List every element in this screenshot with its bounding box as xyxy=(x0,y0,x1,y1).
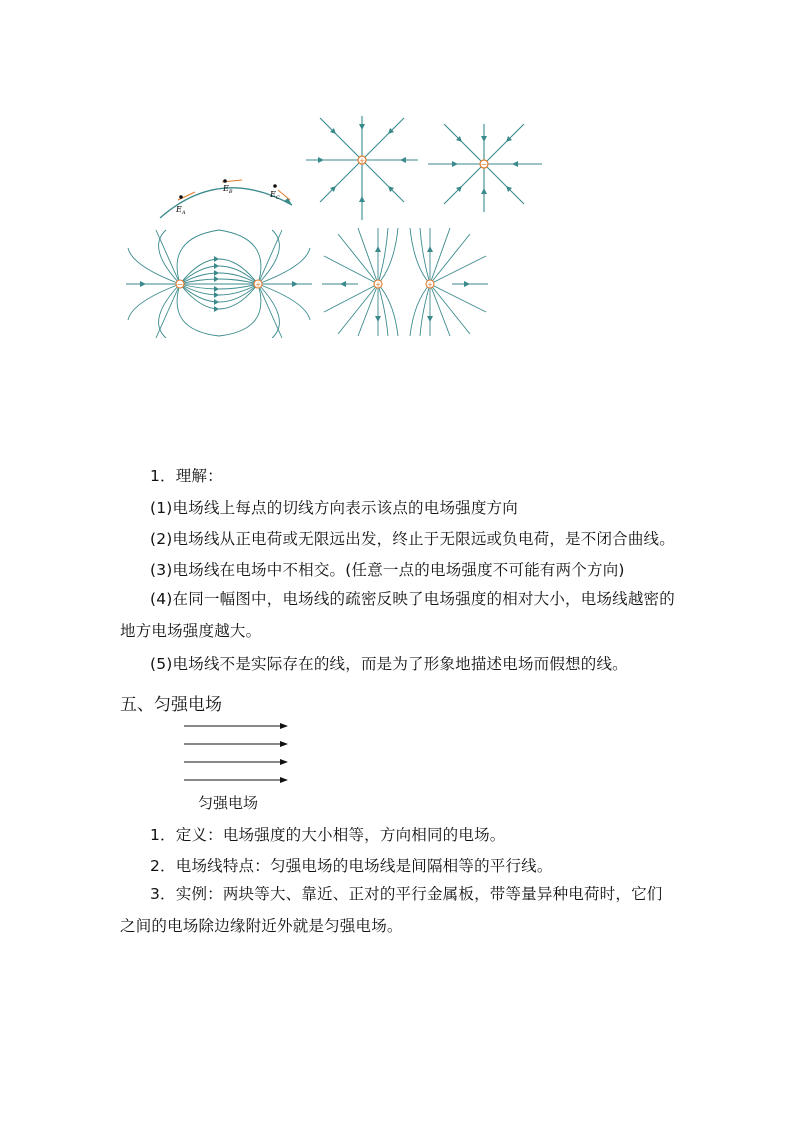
like-symbol-right: + xyxy=(427,281,433,289)
negative-symbol: − xyxy=(480,160,488,169)
point-5: (5)电场线不是实际存在的线，而是为了形象地描述电场而假想的线。 xyxy=(150,655,628,673)
example: 3．实例：两块等大、靠近、正对的平行金属板，带等量异种电荷时，它们之间的电场除边缘附近外就是匀强电场。 xyxy=(120,885,663,935)
dipole-symbol-left: − xyxy=(176,280,184,289)
point-a xyxy=(179,195,183,199)
definition: 1．定义：电场强度的大小相等，方向相同的电场。 xyxy=(150,826,506,844)
like-charges-field-figure xyxy=(322,226,488,338)
point-b xyxy=(223,179,227,183)
point-2: (2)电场线从正电荷或无限远出发，终止于无限远或负电荷，是不闭合曲线。 xyxy=(150,530,675,548)
positive-symbol: + xyxy=(359,157,365,165)
point-c xyxy=(273,184,277,188)
label-eb: $E_B$ xyxy=(223,184,233,195)
field-line-feature: 2．电场线特点：匀强电场的电场线是间隔相等的平行线。 xyxy=(150,857,553,875)
point-3: (3)电场线在电场中不相交。(任意一点的电场强度不可能有两个方向) xyxy=(150,561,625,579)
label-ec: $E_C$ xyxy=(270,190,280,201)
section-heading: 五、匀强电场 xyxy=(120,695,222,715)
positive-charge-field-figure xyxy=(306,116,418,220)
understanding-heading: 1．理解： xyxy=(150,467,223,485)
curved-field-line-figure xyxy=(150,170,310,230)
point-4: (4)在同一幅图中，电场线的疏密反映了电场强度的相对大小，电场线越密的地方电场强度越大。 xyxy=(120,590,675,640)
like-symbol-left: + xyxy=(375,281,381,289)
arrowhead xyxy=(284,198,292,205)
dipole-field-figure xyxy=(126,228,312,338)
negative-charge-field-figure xyxy=(428,124,542,212)
point-1: (1)电场线上每点的切线方向表示该点的电场强度方向 xyxy=(150,499,518,517)
label-ea: $E_A$ xyxy=(176,205,186,216)
figure-caption: 匀强电场 xyxy=(198,794,259,812)
dipole-symbol-right: + xyxy=(255,281,261,289)
uniform-field-lines xyxy=(182,718,292,788)
